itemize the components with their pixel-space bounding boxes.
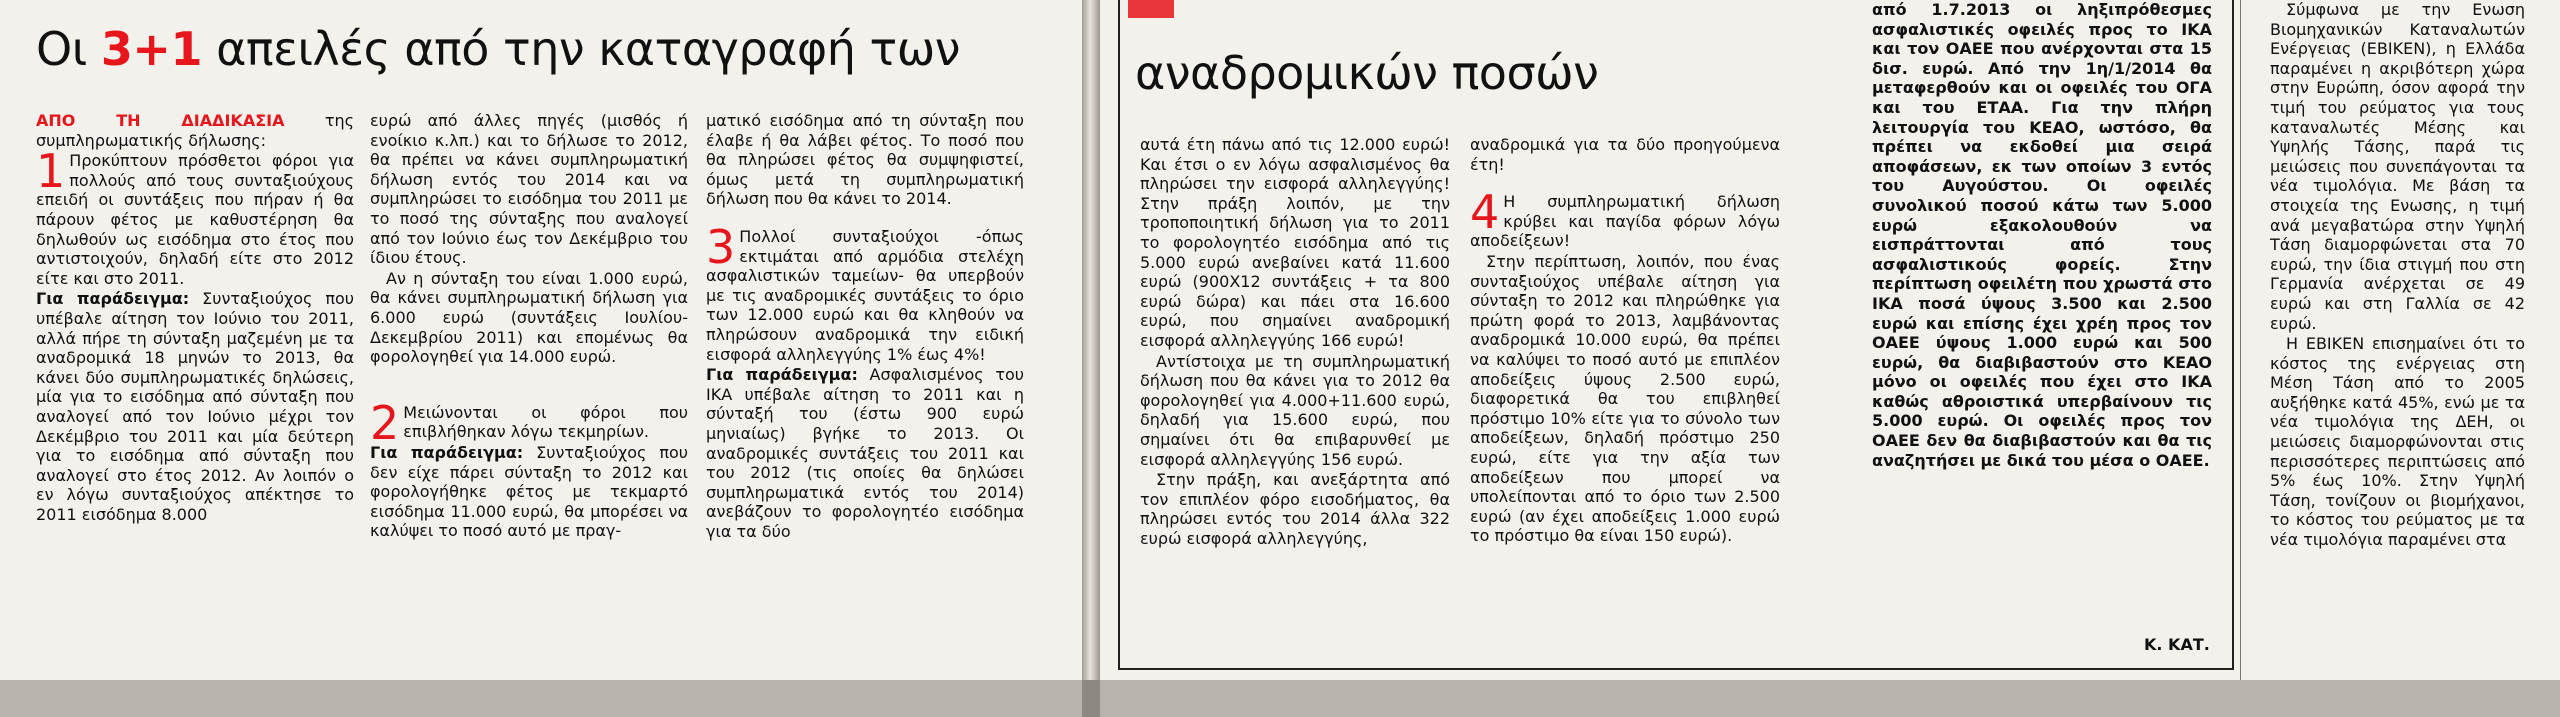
example-label: Για παράδειγμα:	[36, 289, 190, 309]
paragraph: ματικό εισόδημα από τη σύνταξη που έλαβε ή θα λάβει φέτος. Το ποσό που θα πληρώσει φέτος θα συμψηφιστεί, όμως μετά τη συμπληρωματική δήλωση που θα κάνει το 2014.	[706, 111, 1024, 209]
article-column-1	[36, 111, 354, 524]
page-bottom-strip	[1100, 680, 2560, 717]
paragraph: Αντίστοιχα με τη συμπληρωματική δήλωση που θα κάνει για το 2012 θα φορολογηθεί για 4.000+11.600 ευρώ, δηλαδή για 15.600 ευρώ, που σημαίνει ότι θα επιβαρυνθεί με εισφορά αλληλεγγύης 156 ευρώ.	[1140, 351, 1450, 469]
article-column-4	[1140, 135, 1450, 548]
column-rule	[2240, 0, 2241, 680]
paragraph: Στην περίπτωση, λοιπόν, που ένας συνταξιούχος υπέβαλε αίτηση για σύνταξη το 2012 και πληρώθηκε για πρώτη φορά το 2013, λαμβάνοντας αναδρομικά 10.000 ευρώ, θα πρέπει να καλύψει το ποσό αυτό με επιπλέον αποδείξεις ύψους 2.500 ευρώ, διαφορετικά θα του επιβληθεί πρόστιμο 10% είτε για το σύνολο των αποδείξεων, δηλαδή πρόστιμο 250 ευρώ, είτε για την αξία των αποδείξεων που μπορεί να υπολείπονται από το όριο των 2.500 ευρώ (αν έχει αποδείξεις 1.000 ευρώ το πρόστιμο θα είναι 150 ευρώ).	[1470, 251, 1780, 546]
headline-highlight: 3+1	[100, 22, 202, 76]
paragraph: αναδρομικά για τα δύο προηγούμενα έτη!	[1470, 135, 1780, 174]
lead-phrase: ΑΠΟ ΤΗ ΔΙΑΔΙΚΑΣΙΑ	[36, 111, 285, 130]
point-1-text: Προκύπτουν πρόσθετοι φόροι για πολλούς από τους συνταξιούχους επειδή οι συντάξεις που πήραν ή θα πάρουν φέτος με καθυστέρηση θα δηλωθούν ως εισόδημα στο έτος που αντιστοιχούν, δηλαδή είτε στο 2012 είτε και στο 2011.	[36, 151, 354, 288]
bold-paragraph: από 1.7.2013 οι ληξιπρόθεσμες ασφαλιστικές οφειλές προς το ΙΚΑ και τον ΟΑΕΕ που ανέρχονται στα 15 δισ. ευρώ. Από την 1η/1/2014 θα μεταφερθούν και οι οφειλές του ΟΓΑ και του ΕΤΑΑ. Για την πλήρη λειτουργία του ΚΕΑΟ, ωστόσο, θα πρέπει να εκδοθεί μια σειρά αποφάσεων, εκ των οποίων 3 εντός του Αυγούστου. Οι οφειλές συνολικού ποσού κάτω των 5.000 ευρώ εξακολουθούν να εισπράττονται από τους ασφαλιστικούς φορείς. Στην περίπτωση οφειλέτη που χρωστά στο ΙΚΑ ποσά ύψους 3.500 και 2.500 ευρώ και επίσης έχει χρέη προς τον ΟΑΕΕ ύψους 1.000 ευρώ και 500 ευρώ, θα διαβιβαστούν στο ΚΕΑΟ μόνο οι οφειλές που έχει στο ΙΚΑ καθώς αθροιστικά υπερβαίνουν τις 5.000 ευρώ. Οι οφειλές προς τον ΟΑΕΕ δεν θα διαβιβαστούν και θα τις αναζητήσει με δικά του μέσα ο ΟΑΕΕ.	[1872, 0, 2212, 470]
author-signature: Κ. ΚΑΤ.	[2144, 635, 2210, 654]
page-fold	[1082, 0, 1100, 717]
paragraph: Αν η σύνταξη του είναι 1.000 ευρώ, θα κάνει συμπληρωματική δήλωση για 6.000 ευρώ (συντάξεις Ιουλίου-Δεκεμβρίου 2011) και επομένως θα φορολογηθεί για 14.000 ευρώ.	[370, 268, 688, 367]
headline-part-3: απειλές από την καταγραφή των	[201, 22, 960, 76]
point-number-4: 4	[1470, 185, 1500, 240]
article-column-3	[706, 111, 1024, 541]
article-column-2	[370, 111, 688, 541]
point-number-3: 3	[706, 219, 736, 274]
example-text: Συνταξιούχος που υπέβαλε αίτηση τον Ιούνιο του 2011, αλλά πήρε τη σύνταξη μαζεμένη με τα αναδρομικά 18 μηνών το 2013, θα κάνει δύο συμπληρωματικές δηλώσεις, μία για το εισόδημα από σύνταξη που αναλογεί από τον Ιούνιο μέχρι τον Δεκέμβριο του 2011 και μία δεύτερη για το εισόδημα από σύνταξη που αναλογεί στο έτος 2012. Αν λοιπόν ο εν λόγω συνταξιούχος απέκτησε το 2011 εισόδημα 8.000	[36, 289, 354, 524]
paragraph: Η ΕΒΙΚΕΝ επισημαίνει ότι το κόστος της ενέργειας στη Μέση Τάση από το 2005 αυξήθηκε κατά 45%, ενώ με τα νέα τιμολόγια της ΔΕΗ, οι μειώσεις διαμορφώνονται στις περισσότερες περιπτώσεις από 5% έως 10%. Στην Υψηλή Τάση, τονίζουν οι βιομήχανοι, το κόστος του ρεύματος με τα νέα τιμολόγια παραμένει στα	[2270, 334, 2525, 550]
headline-part-1: Οι	[36, 22, 101, 76]
article-column-7	[2270, 0, 2525, 550]
article-column-6	[1872, 0, 2212, 470]
point-4-text: Η συμπληρωματική δήλωση κρύβει και παγίδα φόρων λόγω αποδείξεων!	[1470, 192, 1780, 251]
example-text: Ασφαλισμένος του ΙΚΑ υπέβαλε αίτηση το 2011 και η σύνταξή του (έστω 900 ευρώ μηνιαίως) βγήκε το 2013. Οι αναδρομικές συντάξεις του 2011 και του 2012 (τις οποίες θα δηλώσει συμπληρωματικά εντός του 2014) ανεβάζουν το φορολογητέο εισόδημα για τα δύο	[706, 365, 1025, 541]
point-number-1: 1	[36, 144, 66, 199]
lead-intro: της συμπληρωματικής δήλωσης:	[36, 111, 355, 150]
point-3-text: Πολλοί συνταξιούχοι -όπως εκτιμάται από αρμόδια στελέχη ασφαλιστικών ταμείων- θα υπερβούν με τις αναδρομικές συντάξεις το όριο των 12.000 ευρώ και θα κληθούν να πληρώσουν αναδρομικά την ειδική εισφορά αλληλεγγύης 1% έως 4%!	[706, 226, 1024, 364]
red-accent-block	[1128, 0, 1174, 18]
paragraph: Στην πράξη, και ανεξάρτητα από τον επιπλέον φόρο εισοδήματος, θα πληρώσει εντός του 2014 άλλα 322 ευρώ εισφορά αλληλεγγύης,	[1140, 470, 1450, 548]
headline-right: αναδρομικών ποσών	[1135, 46, 1599, 100]
headline-left	[36, 22, 960, 76]
example-label: Για παράδειγμα:	[706, 365, 858, 385]
left-page	[0, 0, 1082, 717]
gutter-shadow	[1082, 680, 1100, 717]
example-label: Για παράδειγμα:	[370, 442, 524, 462]
example-text: Συνταξιούχος που δεν είχε πάρει σύνταξη το 2012 και φορολογήθηκε φέτος με τεκμαρτό εισόδημα 11.000 ευρώ, θα μπορέσει να καλύψει το ποσό αυτό με πραγ-	[370, 442, 688, 541]
article-column-5	[1470, 135, 1780, 546]
point-number-2: 2	[370, 395, 400, 450]
paragraph: Σύμφωνα με την Ενωση Βιομηχανικών Καταναλωτών Ενέργειας (ΕΒΙΚΕΝ), η Ελλάδα παραμένει η ακριβότερη χώρα στην Ευρώπη, όσον αφορά την τιμή του ρεύματος για τους καταναλωτές Μέσης και Υψηλής Τάσης, παρά τις μειώσεις που συνεπάγονται τα νέα τιμολόγια. Με βάση τα στοιχεία της Ενωσης, η τιμή ανά μεγαβατώρα στην Υψηλή Τάση διαμορφώνεται στα 70 ευρώ, την ίδια στιγμή που στη Γερμανία ανέρχεται σε 49 ευρώ και στη Γαλλία σε 42 ευρώ.	[2270, 0, 2525, 333]
paragraph: αυτά έτη πάνω από τις 12.000 ευρώ! Και έτσι ο εν λόγω ασφαλισμένος θα πληρώσει την εισφορά αλληλεγγύης! Στην πράξη λοιπόν, με την τροποποιητική δήλωση για το 2011 το φορολογητέο εισόδημα από τις 5.000 ευρώ ανεβαίνει κατά 11.600 ευρώ (900Χ12 συντάξεις + τα 800 ευρώ δώρα) και πάει στα 16.600 ευρώ, που σημαίνει αναδρομική εισφορά αλληλεγγύης 166 ευρώ!	[1140, 135, 1450, 350]
paragraph: ευρώ από άλλες πηγές (μισθός ή ενοίκιο κ.λπ.) και το δήλωσε το 2012, θα πρέπει να κάνει συμπληρωματική δήλωση εντός του 2014 και να συμπληρώσει το εισόδημα του 2011 με το ποσό της σύνταξης που αναλογεί από τον Ιούνιο έως τον Δεκέμβριο του ίδιου έτους.	[370, 111, 688, 268]
page-bottom-strip	[0, 680, 1082, 717]
point-2-text: Μειώνονται οι φόροι που επιβλήθηκαν λόγω τεκμηρίων.	[403, 402, 688, 442]
